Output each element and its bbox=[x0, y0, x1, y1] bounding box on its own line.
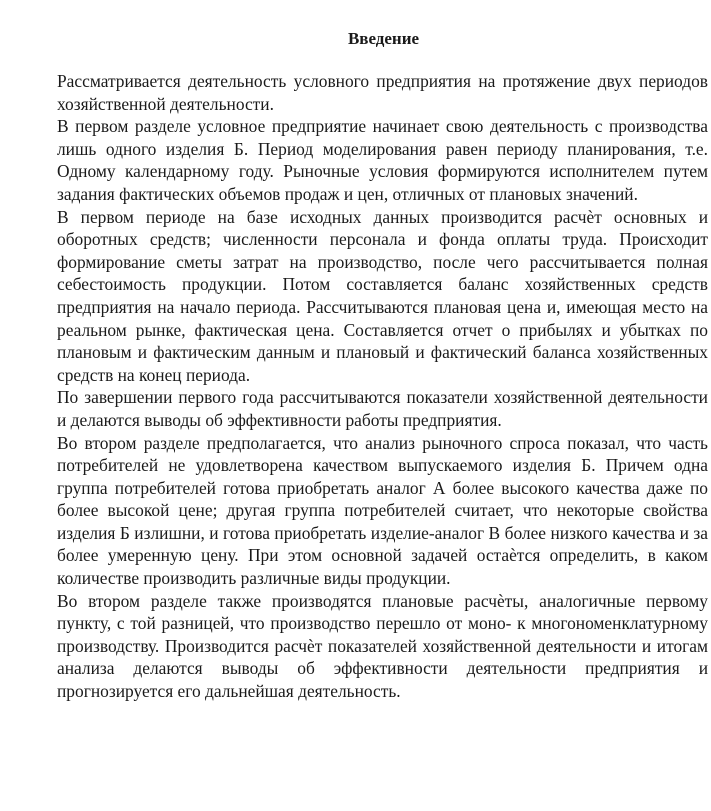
document-body bbox=[57, 70, 708, 703]
document-title: Введение bbox=[347, 29, 420, 48]
paragraph-first-period: В первом периоде на базе исходных данных производится расчѐт основных и оборотных средств; численности персонала и фонда оплаты труда. Происходит формирование сметы затрат на производство, после чего рассчитывается полная себестоимость продукции. Потом составляется баланс хозяйственных средств предприятия на начало периода. Рассчитываются плановая цена и, имеющая место на реальном рынке, фактическая цена. Составляется отчет о прибылях и убытках по плановым и фактическим данным и плановый и фактический баланса хозяйственных средств на конец периода. bbox=[57, 206, 708, 385]
document-page bbox=[57, 0, 708, 703]
paragraph-second-section-calculations: Во втором разделе также производятся плановые расчѐты, аналогичные первому пункту, с той разницей, что производство перешло от моно- к многономенклатурному производству. Производится расчѐт показателей хозяйственной деятельности и итогам анализа делаются выводы об эффективности деятельности предприятия и прогнозируется его дальнейшая деятельность. bbox=[57, 590, 708, 702]
paragraph-first-section: В первом разделе условное предприятие начинает свою деятельность с производства лишь одного изделия Б. Период моделирования равен периоду планирования, т.е. Одному календарному году. Рыночные условия формируются исполнителем путем задания фактических объемов продаж и цен, отличных от плановых значений. bbox=[57, 116, 708, 204]
paragraph-first-year-results: По завершении первого года рассчитываются показатели хозяйственной деятельности и делаются выводы об эффективности работы предприятия. bbox=[57, 387, 708, 430]
paragraph-intro: Рассматривается деятельность условного предприятия на протяжение двух периодов хозяйственной деятельности. bbox=[57, 71, 708, 114]
paragraph-second-section-demand: Во втором разделе предполагается, что анализ рыночного спроса показал, что часть потребителей не удовлетворена качеством выпускаемого изделия Б. Причем одна группа потребителей готова приобретать аналог А более высокого качества даже по более высокой цене; другая группа потребителей считает, что некоторые свойства изделия Б излишни, и готова приобретать изделие-аналог В более низкого качества и за более умеренную цену. При этом основной задачей остаѐтся определить, в каком количестве производить различные виды продукции. bbox=[57, 432, 708, 589]
